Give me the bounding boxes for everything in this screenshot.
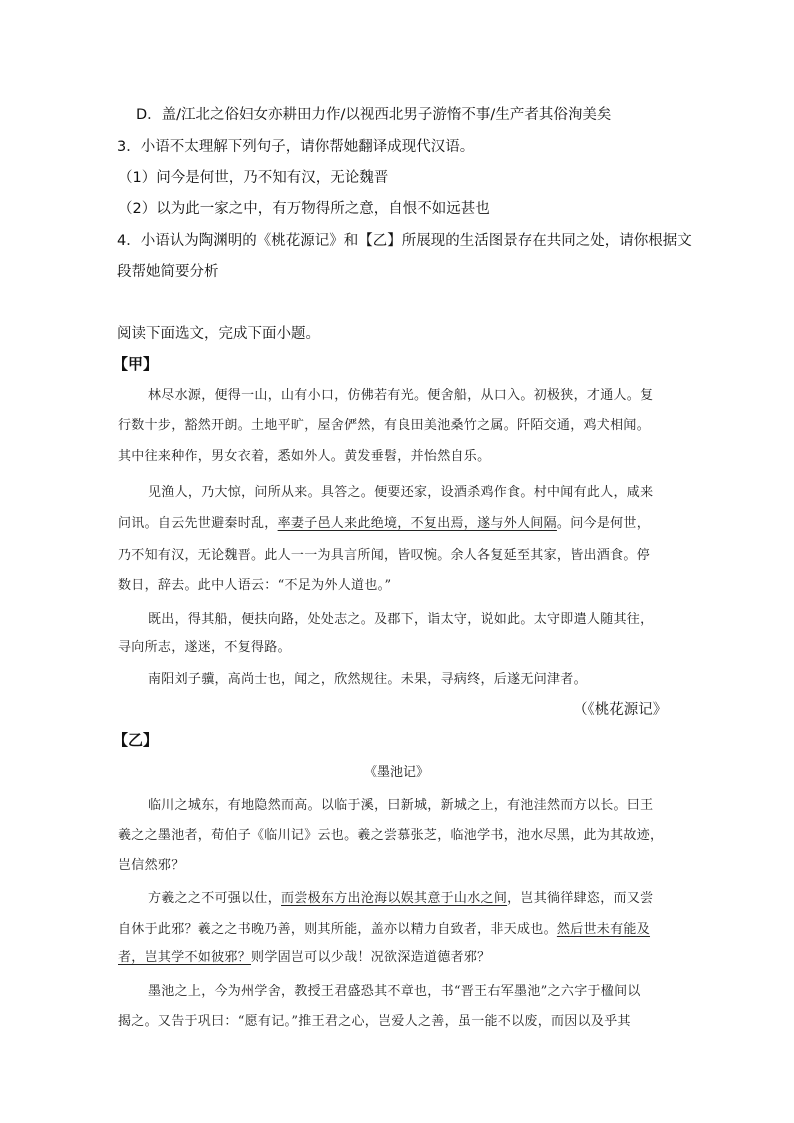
yi-p2-line3-post: 则学固岂可以少哉！况欲深造道德者邪？: [251, 950, 491, 965]
yi-p1-line1: 临川之城东，有地隐然而高。以临于溪，曰新城，新城之上，有池洼然而方以长。曰王: [148, 798, 654, 813]
yi-underlined-sentence-2b: 者，岂其学不如彼邪？: [118, 950, 252, 965]
yi-p2-line1: [148, 887, 653, 906]
yi-p2-line3: [118, 946, 490, 965]
yi-p3-line1: 墨池之上，今为州学舍，教授王君盛恐其不章也，书“晋王右军墨池”之六字于楹间以: [148, 984, 641, 999]
jia-p3-line1: 既出，得其船，便扶向路，处处志之。及郡下，诣太守，说如此。太守即遣人随其往，: [148, 612, 654, 627]
jia-p3-line2: 寻向所志，遂迷，不复得路。: [118, 640, 291, 655]
question-3-2: （2）以为此一家之中，有万物得所之意，自恨不如远甚也: [118, 201, 490, 217]
jia-p2-line4: 数日，辞去。此中人语云：“不足为外人道也。”: [118, 578, 392, 593]
question-4-line2: 段帮她简要分析: [117, 264, 219, 280]
jia-p1-line2: 行数十步，豁然开朗。土地平旷，屋舍俨然，有良田美池桑竹之属。阡陌交通，鸡犬相闻。: [118, 418, 651, 433]
jia-p1-line3: 其中往来种作，男女衣着，悉如外人。黄发垂髫，并怡然自乐。: [118, 449, 491, 464]
question-4-line1: 4．小语认为陶渊明的《桃花源记》和【乙】所展现的生活图景存在共同之处，请你根据文: [117, 233, 692, 249]
yi-underlined-sentence-1: 而尝极东方出沧海以娱其意于山水之间: [281, 891, 508, 906]
jia-p2-line2: [118, 512, 650, 531]
section-yi-label: 【乙】: [113, 731, 159, 749]
yi-title: 《墨池记》: [364, 765, 430, 780]
jia-source: （《桃花源记》: [573, 702, 668, 718]
reading-intro: 阅读下面选文，完成下面小题。: [117, 326, 320, 342]
yi-p2-line1-pre: 方羲之之不可强以仕，: [148, 891, 282, 906]
yi-p3-line2: 揭之。又告于巩曰：“愿有记。”推王君之心，岂爱人之善，虽一能不以废，而因以及乎其: [118, 1014, 631, 1029]
question-3: 3．小语不太理解下列句子，请你帮她翻译成现代汉语。: [117, 139, 475, 155]
jia-p4: 南阳刘子骥，高尚士也，闻之，欣然规往。未果，寻病终，后遂无问津者。: [148, 672, 587, 687]
jia-p2-line3: 乃不知有汉，无论魏晋。此人一一为具言所闻，皆叹惋。余人各复延至其家，皆出酒食。停: [118, 548, 651, 563]
jia-underlined-sentence: 率妻子邑人来此绝境，不复出焉，遂与外人间隔: [277, 516, 557, 531]
option-d: D．盖/江北之俗妇女亦耕田力作/以视西北男子游惰不事/生产者其俗洵美矣: [136, 107, 612, 123]
jia-p1-line1: 林尽水源，便得一山，山有小口，仿佛若有光。便舍船，从口入。初极狭，才通人。复: [148, 388, 654, 403]
yi-p2-line2-pre: 自休于此邪？羲之之书晚乃善，则其所能，盖亦以精力自致者，非天成也。: [118, 922, 557, 937]
jia-p2-line2-post: 。问今是何世，: [556, 516, 651, 531]
yi-p2-line2: [118, 918, 650, 937]
question-3-1: （1）问今是何世，乃不知有汉，无论魏晋: [118, 170, 389, 186]
jia-p2-line2-pre: 问讯。自云先世避秦时乱，: [118, 516, 278, 531]
yi-p2-line1-post: ，岂其徜徉肆恣，而又尝: [507, 891, 654, 906]
section-jia-label: 【甲】: [113, 355, 159, 373]
yi-p1-line2: 羲之之墨池者，荀伯子《临川记》云也。羲之尝慕张芝，临池学书，池水尽黑，此为其故迹，: [118, 828, 664, 843]
yi-p1-line3: 岂信然邪？: [118, 858, 185, 873]
jia-p2-line1: 见渔人，乃大惊，问所从来。具答之。便要还家，设酒杀鸡作食。村中闻有此人，咸来: [148, 485, 654, 500]
yi-underlined-sentence-2a: 然后世未有能及: [556, 922, 651, 937]
